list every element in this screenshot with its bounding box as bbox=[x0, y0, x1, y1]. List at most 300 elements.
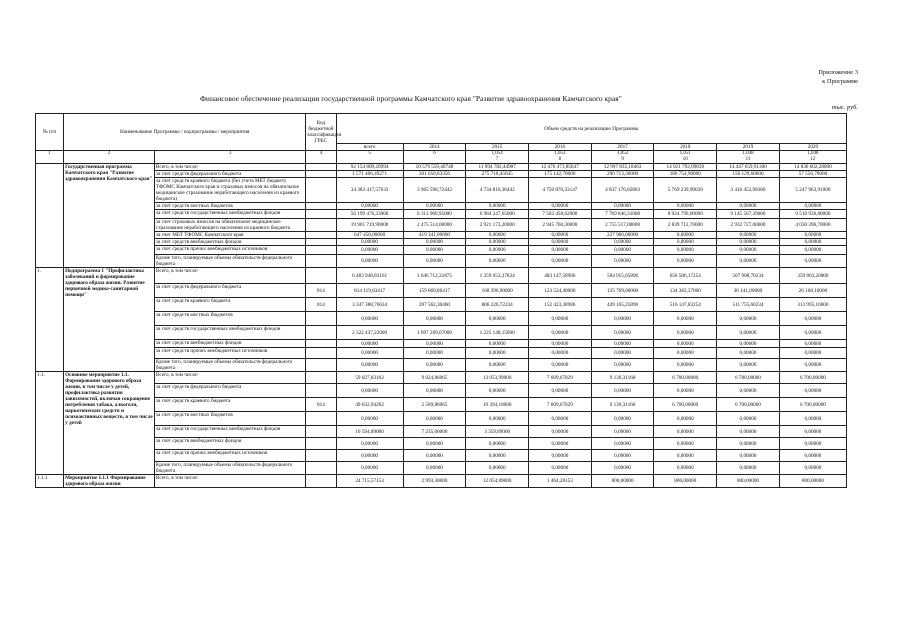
year-value: 0,00000 bbox=[717, 438, 780, 450]
total-value: 0,00000 bbox=[336, 412, 403, 426]
year-value: 0,00000 bbox=[717, 348, 780, 359]
year-value: 6 700,00000 bbox=[654, 398, 717, 412]
year-value: 2 589,86065 bbox=[403, 398, 466, 412]
year-value: 9 139,31168 bbox=[591, 372, 654, 384]
grbs-code bbox=[306, 359, 336, 372]
year-value: 13 053,99000 bbox=[466, 372, 529, 384]
year-value: 0,00000 bbox=[403, 462, 466, 475]
col-number-value: 7 bbox=[495, 157, 499, 162]
total-value: 0,00000 bbox=[336, 359, 403, 372]
year-value: 7 609,67029 bbox=[529, 372, 592, 384]
grbs-code bbox=[306, 312, 336, 326]
grbs-code bbox=[306, 450, 336, 462]
table-row bbox=[36, 171, 847, 178]
year-value: 0,00000 bbox=[466, 450, 529, 462]
year-value: 0,00000 bbox=[466, 412, 529, 426]
grbs-code: 814 bbox=[306, 284, 336, 298]
year-value: 2 993,30000 bbox=[403, 475, 466, 488]
col-num-header: № п/п bbox=[36, 114, 64, 151]
year-value: 0,00000 bbox=[779, 426, 846, 438]
year-value: 1 097 289,07000 bbox=[403, 326, 466, 340]
year-value: 7 769 846,31000 bbox=[591, 210, 654, 219]
grbs-code bbox=[306, 164, 336, 171]
year-value: 2 755 517,00000 bbox=[591, 219, 654, 232]
grbs-code bbox=[306, 348, 336, 359]
year-value: 800,00000 bbox=[717, 475, 780, 488]
col-code-header: Код бюджетной классификации ГРБС bbox=[306, 114, 336, 151]
table-row bbox=[36, 232, 847, 239]
grbs-code bbox=[306, 219, 336, 232]
year-value: 0,00000 bbox=[529, 239, 592, 246]
col-number bbox=[779, 151, 846, 164]
grbs-code bbox=[306, 426, 336, 438]
year-value: 0,00000 bbox=[466, 384, 529, 398]
table-row bbox=[36, 412, 847, 426]
year-value: 0,00000 bbox=[654, 203, 717, 210]
year-value: 4 750 870,33147 bbox=[529, 178, 592, 203]
col-number bbox=[466, 151, 529, 164]
year-value: 0,00000 bbox=[591, 462, 654, 475]
year-value: 0,00000 bbox=[403, 450, 466, 462]
total-value: 0,00000 bbox=[336, 384, 403, 398]
table-row bbox=[36, 398, 847, 412]
grbs-code bbox=[306, 246, 336, 255]
year-value: 0,00000 bbox=[717, 232, 780, 239]
col-year-header: 2020 bbox=[779, 144, 846, 151]
year-value: 168 396,90000 bbox=[466, 284, 529, 298]
funding-source: за счет средств краевого бюджета (без учета МБТ бюджету ТФОМС Камчатского края и страховых взносов на обязательное медицинское страхование неработающего населения из краевого бюджета) bbox=[154, 178, 305, 203]
year-value: 0,00000 bbox=[529, 312, 592, 326]
funding-source: Всего, в том числе: bbox=[154, 268, 305, 284]
column-numbers-row bbox=[36, 151, 847, 164]
year-value: 12 476 471,85647 bbox=[529, 164, 592, 171]
year-value: 0,00000 bbox=[529, 450, 592, 462]
funding-source: за счет средств краевого бюджета bbox=[154, 398, 305, 412]
year-value: 156 129,60000 bbox=[717, 171, 780, 178]
year-value: 3 965 598,72442 bbox=[403, 178, 466, 203]
row-number bbox=[36, 164, 64, 268]
year-value: 0,00000 bbox=[529, 246, 592, 255]
year-value: 0,00000 bbox=[779, 340, 846, 348]
funding-source: за счет средств внебюджетных фондов bbox=[154, 340, 305, 348]
year-value: 134 382,37000 bbox=[654, 284, 717, 298]
year-value: 0,00000 bbox=[779, 384, 846, 398]
table-row bbox=[36, 255, 847, 268]
year-value: 5 247 963,91000 bbox=[779, 178, 846, 203]
year-value: 0,00000 bbox=[466, 348, 529, 359]
year-value: 159 869,86417 bbox=[403, 284, 466, 298]
table-row bbox=[36, 462, 847, 475]
year-value: 3 359,89000 bbox=[466, 426, 529, 438]
funding-source: за счет МБТ ТФОМС Камчатского края bbox=[154, 232, 305, 239]
year-value: 290 713,30000 bbox=[591, 171, 654, 178]
year-value: 0,00000 bbox=[654, 412, 717, 426]
program-name: Мероприятие 1.1.1 Формирование здорового образа жизни bbox=[64, 475, 155, 488]
year-value: 10 579 559,40748 bbox=[403, 164, 466, 171]
year-value: 0,00000 bbox=[591, 340, 654, 348]
year-value: 175 142,70000 bbox=[529, 171, 592, 178]
table-row bbox=[36, 210, 847, 219]
year-value: 0,00000 bbox=[654, 450, 717, 462]
year-value: 584 915,65896 bbox=[591, 268, 654, 284]
total-value: 647 450,00000 bbox=[336, 232, 403, 239]
coef: 1,052 bbox=[616, 151, 629, 156]
units-label: тыс. руб. bbox=[831, 104, 858, 111]
year-value: 6 984 247,65000 bbox=[466, 210, 529, 219]
year-value: 0,00000 bbox=[529, 348, 592, 359]
year-value: 0,00000 bbox=[654, 239, 717, 246]
year-value: 14 447 659,91300 bbox=[717, 164, 780, 171]
year-value: 397 562,30460 bbox=[403, 298, 466, 312]
table-row bbox=[36, 246, 847, 255]
year-value: 0,00000 bbox=[529, 232, 592, 239]
year-value: 8 924 799,00000 bbox=[654, 210, 717, 219]
year-value: 0,00000 bbox=[403, 203, 466, 210]
grbs-code bbox=[306, 384, 336, 398]
year-value: 0,00000 bbox=[466, 340, 529, 348]
year-value: 0,00000 bbox=[591, 326, 654, 340]
year-value: 0,00000 bbox=[717, 203, 780, 210]
year-value: 511 755,60234 bbox=[717, 298, 780, 312]
year-value: 0,00000 bbox=[591, 312, 654, 326]
year-value: 0,00000 bbox=[717, 426, 780, 438]
total-value: 59 027,83162 bbox=[336, 372, 403, 384]
program-name: Основное мероприятие 1.1. Формирование здорового образа жизни, в том числе у детей, профилактика развития зависимостей, включая сокращение потребления табака, алкоголя, наркотических средств и психоактивных веществ, в том числе у детей bbox=[64, 372, 155, 475]
col-number: 3 bbox=[154, 151, 305, 164]
grbs-code bbox=[306, 255, 336, 268]
year-value: 2 921 173,20000 bbox=[466, 219, 529, 232]
col-number: 4 bbox=[306, 151, 336, 164]
year-value: 0,00000 bbox=[779, 438, 846, 450]
table-row bbox=[36, 268, 847, 284]
total-value: 49 032,94262 bbox=[336, 398, 403, 412]
year-value: 0,00000 bbox=[591, 255, 654, 268]
funding-source: за счет средств федерального бюджета bbox=[154, 384, 305, 398]
year-value: 0,00000 bbox=[717, 340, 780, 348]
year-value: 4 734 816,36442 bbox=[466, 178, 529, 203]
year-value: 0,00000 bbox=[403, 412, 466, 426]
table-row bbox=[36, 384, 847, 398]
year-value: 152 423,38986 bbox=[529, 298, 592, 312]
col-number: 1 bbox=[36, 151, 64, 164]
total-value: 0,00000 bbox=[336, 203, 403, 210]
col-year-header: 2017 bbox=[591, 144, 654, 151]
year-value: 0,00000 bbox=[779, 239, 846, 246]
table-row bbox=[36, 178, 847, 203]
col-number: 5 bbox=[336, 151, 403, 164]
year-value: 0,00000 bbox=[591, 412, 654, 426]
year-value: 7 609,67029 bbox=[529, 398, 592, 412]
year-value: 12 997 835,18463 bbox=[591, 164, 654, 171]
col-number-value: 11 bbox=[745, 157, 751, 162]
year-value: 0,00000 bbox=[591, 426, 654, 438]
col-year-header: 2019 bbox=[717, 144, 780, 151]
year-value: 0,00000 bbox=[654, 462, 717, 475]
table-row bbox=[36, 438, 847, 450]
year-value: 0,00000 bbox=[654, 438, 717, 450]
grbs-code bbox=[306, 462, 336, 475]
year-value: 0,00000 bbox=[779, 450, 846, 462]
year-value: 7 582 458,82000 bbox=[529, 210, 592, 219]
year-value: 0,00000 bbox=[591, 438, 654, 450]
year-value: 10 394,10000 bbox=[466, 398, 529, 412]
year-value: 0,00000 bbox=[529, 359, 592, 372]
year-value: 0,00000 bbox=[717, 312, 780, 326]
year-value: 0,00000 bbox=[717, 359, 780, 372]
total-value: 0,00000 bbox=[336, 340, 403, 348]
year-value: 301 658,83356 bbox=[403, 171, 466, 178]
year-value: 0,00000 bbox=[654, 340, 717, 348]
year-value: 0,00000 bbox=[779, 312, 846, 326]
table-row bbox=[36, 475, 847, 488]
year-value: 0,00000 bbox=[403, 348, 466, 359]
year-value: 0,00000 bbox=[717, 384, 780, 398]
year-value: 313 995,10000 bbox=[779, 298, 846, 312]
year-value: 0,00000 bbox=[654, 359, 717, 372]
funding-source: Кроме того, планируемые объемы обязательств федерального бюджета bbox=[154, 462, 305, 475]
year-value: 0,00000 bbox=[403, 255, 466, 268]
coef: 1,051 bbox=[679, 151, 691, 156]
total-value: 0,00000 bbox=[336, 438, 403, 450]
grbs-code bbox=[306, 232, 336, 239]
year-value: 0,00000 bbox=[779, 255, 846, 268]
col-funding-header: Объем средств на реализацию Программы bbox=[336, 114, 846, 144]
year-value: 800,00000 bbox=[779, 475, 846, 488]
year-value: 0,00000 bbox=[466, 462, 529, 475]
grbs-code: 814 bbox=[306, 298, 336, 312]
year-value: 2 839 712,70000 bbox=[654, 219, 717, 232]
total-value: 0,00000 bbox=[336, 348, 403, 359]
year-value: 0,00000 bbox=[591, 246, 654, 255]
funding-source: за счет средств местных бюджетов bbox=[154, 312, 305, 326]
funding-source: за счет средств государственных внебюджетных фондов bbox=[154, 210, 305, 219]
year-value: 6 700,00000 bbox=[779, 372, 846, 384]
year-value: 516 147,83254 bbox=[654, 298, 717, 312]
year-value: 806 220,72234 bbox=[466, 298, 529, 312]
year-value: 0,00000 bbox=[529, 412, 592, 426]
total-value: 56 199 476,33000 bbox=[336, 210, 403, 219]
year-value: 186 754,90000 bbox=[654, 171, 717, 178]
col-number-value: 10 bbox=[682, 157, 688, 162]
funding-source: за счет средств прочих внебюджетных источников bbox=[154, 246, 305, 255]
col-number bbox=[529, 151, 592, 164]
year-value: 0,00000 bbox=[403, 312, 466, 326]
year-value: 9 139,31168 bbox=[591, 398, 654, 412]
year-value: 0,00000 bbox=[529, 255, 592, 268]
funding-source: за счет страховых взносов на обязательное медицинское страхование неработающего населения из краевого бюджета bbox=[154, 219, 305, 232]
total-value: 2 322 437,22000 bbox=[336, 326, 403, 340]
year-value: 507 908,70234 bbox=[717, 268, 780, 284]
funding-source: за счет средств внебюджетных фондов bbox=[154, 239, 305, 246]
year-value: 6 700,00000 bbox=[779, 398, 846, 412]
col-number bbox=[717, 151, 780, 164]
year-value: 1 646 712,31875 bbox=[403, 268, 466, 284]
funding-source: за счет средств прочих внебюджетных источников bbox=[154, 348, 305, 359]
year-value: 0,00000 bbox=[717, 412, 780, 426]
year-value: 0,00000 bbox=[654, 255, 717, 268]
col-number-value: 9 bbox=[621, 157, 624, 162]
table-body bbox=[36, 164, 847, 488]
funding-source: Кроме того, планируемые объемы обязательств федерального бюджета bbox=[154, 359, 305, 372]
year-value: 0,00000 bbox=[779, 348, 846, 359]
year-value: 0,00000 bbox=[717, 462, 780, 475]
grbs-code bbox=[306, 203, 336, 210]
year-value: 449 165,25896 bbox=[591, 298, 654, 312]
year-value: 0,00000 bbox=[529, 384, 592, 398]
total-value: 3 347 388,76634 bbox=[336, 298, 403, 312]
year-value: 0,00000 bbox=[529, 462, 592, 475]
funding-source: за счет средств краевого бюджета bbox=[154, 298, 305, 312]
year-value: 0,00000 bbox=[591, 239, 654, 246]
grbs-code: 814 bbox=[306, 398, 336, 412]
year-value: 419 341,00000 bbox=[403, 232, 466, 239]
year-value: 2 932 727,00000 bbox=[717, 219, 780, 232]
year-value: 0,00000 bbox=[717, 255, 780, 268]
year-value: 0,00000 bbox=[591, 450, 654, 462]
col-number-value: 12 bbox=[810, 157, 816, 162]
year-value: 0,00000 bbox=[403, 438, 466, 450]
funding-source: Всего, в том числе: bbox=[154, 164, 305, 171]
funding-source: за счет средств местных бюджетов bbox=[154, 412, 305, 426]
table-row bbox=[36, 164, 847, 171]
grbs-code bbox=[306, 372, 336, 384]
program-name: Государственная программа Камчатского края "Развитие здравоохранения Камчатского края" bbox=[64, 164, 155, 268]
total-value: 0,00000 bbox=[336, 246, 403, 255]
total-value: 92 154 809,20994 bbox=[336, 164, 403, 171]
appendix-line-1: Приложение 3 bbox=[818, 69, 858, 76]
table-row bbox=[36, 348, 847, 359]
year-value: 800,00000 bbox=[654, 475, 717, 488]
year-value: 0,00000 bbox=[403, 340, 466, 348]
grbs-code bbox=[306, 412, 336, 426]
col-number bbox=[591, 151, 654, 164]
year-value: 11 994 782,44907 bbox=[466, 164, 529, 171]
year-value: 0,00000 bbox=[466, 203, 529, 210]
year-value: 0,00000 bbox=[529, 438, 592, 450]
year-value: 0,00000 bbox=[779, 232, 846, 239]
year-value: 57 556,70000 bbox=[779, 171, 846, 178]
year-value: 0,00000 bbox=[717, 326, 780, 340]
year-value: 0,00000 bbox=[779, 359, 846, 372]
year-value: 0,00000 bbox=[654, 312, 717, 326]
funding-source: за счет средств федерального бюджета bbox=[154, 171, 305, 178]
funding-table bbox=[35, 113, 847, 488]
year-value: 0,00000 bbox=[779, 412, 846, 426]
year-value: 0,00000 bbox=[466, 359, 529, 372]
table-row bbox=[36, 219, 847, 232]
table-row bbox=[36, 359, 847, 372]
funding-source: за счет средств внебюджетных фондов bbox=[154, 438, 305, 450]
col-year-header: 2014 bbox=[403, 144, 466, 151]
year-value: 9 145 567,39000 bbox=[717, 210, 780, 219]
year-value: 6 700,00000 bbox=[717, 398, 780, 412]
funding-source: Кроме того, планируемые объемы обязательств федерального бюджета bbox=[154, 255, 305, 268]
total-value: 10 594,89000 bbox=[336, 426, 403, 438]
col-year-header: 2015 bbox=[466, 144, 529, 151]
grbs-code bbox=[306, 326, 336, 340]
table-row bbox=[36, 298, 847, 312]
funding-source: за счет средств местных бюджетов bbox=[154, 203, 305, 210]
table-row bbox=[36, 312, 847, 326]
funding-source: за счет средств государственных внебюджетных фондов bbox=[154, 426, 305, 438]
year-value: 14 921 792,09039 bbox=[654, 164, 717, 171]
year-value: 0,00000 bbox=[466, 312, 529, 326]
year-value: 0,00000 bbox=[654, 348, 717, 359]
coef: 1,048 bbox=[742, 151, 754, 156]
year-value: 0,00000 bbox=[403, 384, 466, 398]
year-value: 6 700,00000 bbox=[654, 372, 717, 384]
year-value: 0,00000 bbox=[403, 359, 466, 372]
grbs-code bbox=[306, 178, 336, 203]
year-value: 0,00000 bbox=[654, 384, 717, 398]
total-value: 0,00000 bbox=[336, 312, 403, 326]
total-value: 0,00000 bbox=[336, 462, 403, 475]
table-row bbox=[36, 203, 847, 210]
appendix-note bbox=[818, 68, 858, 86]
year-value: 0,00000 bbox=[654, 232, 717, 239]
program-name: Подпрограмма 1 "Профилактика заболеваний и формирование здорового образа жизни. Развитие первичной медико-санитарной помощи" bbox=[64, 268, 155, 372]
table-row bbox=[36, 340, 847, 348]
col-year-header: 2018 bbox=[654, 144, 717, 151]
year-value: 0,00000 bbox=[466, 246, 529, 255]
col-year-header: 2016 bbox=[529, 144, 592, 151]
grbs-code bbox=[306, 268, 336, 284]
year-value: 2 945 760,30000 bbox=[529, 219, 592, 232]
year-value: 0,00000 bbox=[529, 326, 592, 340]
year-value: 36 141,00000 bbox=[717, 284, 780, 298]
funding-source: за счет средств государственных внебюджетных фондов bbox=[154, 326, 305, 340]
year-value: 275 718,45645 bbox=[466, 171, 529, 178]
row-number: 1.1. bbox=[36, 372, 64, 475]
table-row bbox=[36, 372, 847, 384]
grbs-code bbox=[306, 340, 336, 348]
grbs-code bbox=[306, 475, 336, 488]
year-value: 0,00000 bbox=[779, 246, 846, 255]
year-value: 0,00000 bbox=[466, 438, 529, 450]
year-value: 0,00000 bbox=[779, 203, 846, 210]
year-value: 483 147,58986 bbox=[529, 268, 592, 284]
funding-source: Всего, в том числе: bbox=[154, 372, 305, 384]
year-value: 800,00000 bbox=[591, 475, 654, 488]
year-value: 1 464,28153 bbox=[529, 475, 592, 488]
year-value: 0,00000 bbox=[591, 348, 654, 359]
funding-source: за счет средств прочих внебюджетных источников bbox=[154, 450, 305, 462]
row-number: 1. bbox=[36, 268, 64, 372]
year-value: 6 780,00000 bbox=[717, 372, 780, 384]
year-value: 26 168,10000 bbox=[779, 284, 846, 298]
year-value: 6 311 960,95000 bbox=[403, 210, 466, 219]
year-value: 0,00000 bbox=[466, 239, 529, 246]
col-total-header: всего bbox=[336, 144, 403, 151]
year-value: 0,00000 bbox=[403, 239, 466, 246]
document-title: Финансовое обеспечение реализации государственной программы Камчатского края "Развитие здравоохранения Камчатского края" bbox=[200, 94, 622, 103]
table-row bbox=[36, 450, 847, 462]
row-number: 1.1.1. bbox=[36, 475, 64, 488]
total-value: 0,00000 bbox=[336, 239, 403, 246]
year-value: 0,00000 bbox=[654, 246, 717, 255]
coef: 1,054 bbox=[491, 151, 503, 156]
total-value: 0,00000 bbox=[336, 255, 403, 268]
year-value: 0,00000 bbox=[717, 246, 780, 255]
year-value: 2 475 514,00000 bbox=[403, 219, 466, 232]
col-number-value: 8 bbox=[558, 157, 562, 162]
table-row bbox=[36, 326, 847, 340]
year-value: 4 837 176,82863 bbox=[591, 178, 654, 203]
year-value: 5 769 239,99039 bbox=[654, 178, 717, 203]
year-value: 135 769,00000 bbox=[591, 284, 654, 298]
year-value: 0,00000 bbox=[654, 326, 717, 340]
year-value: 4 030 396,70000 bbox=[779, 219, 846, 232]
